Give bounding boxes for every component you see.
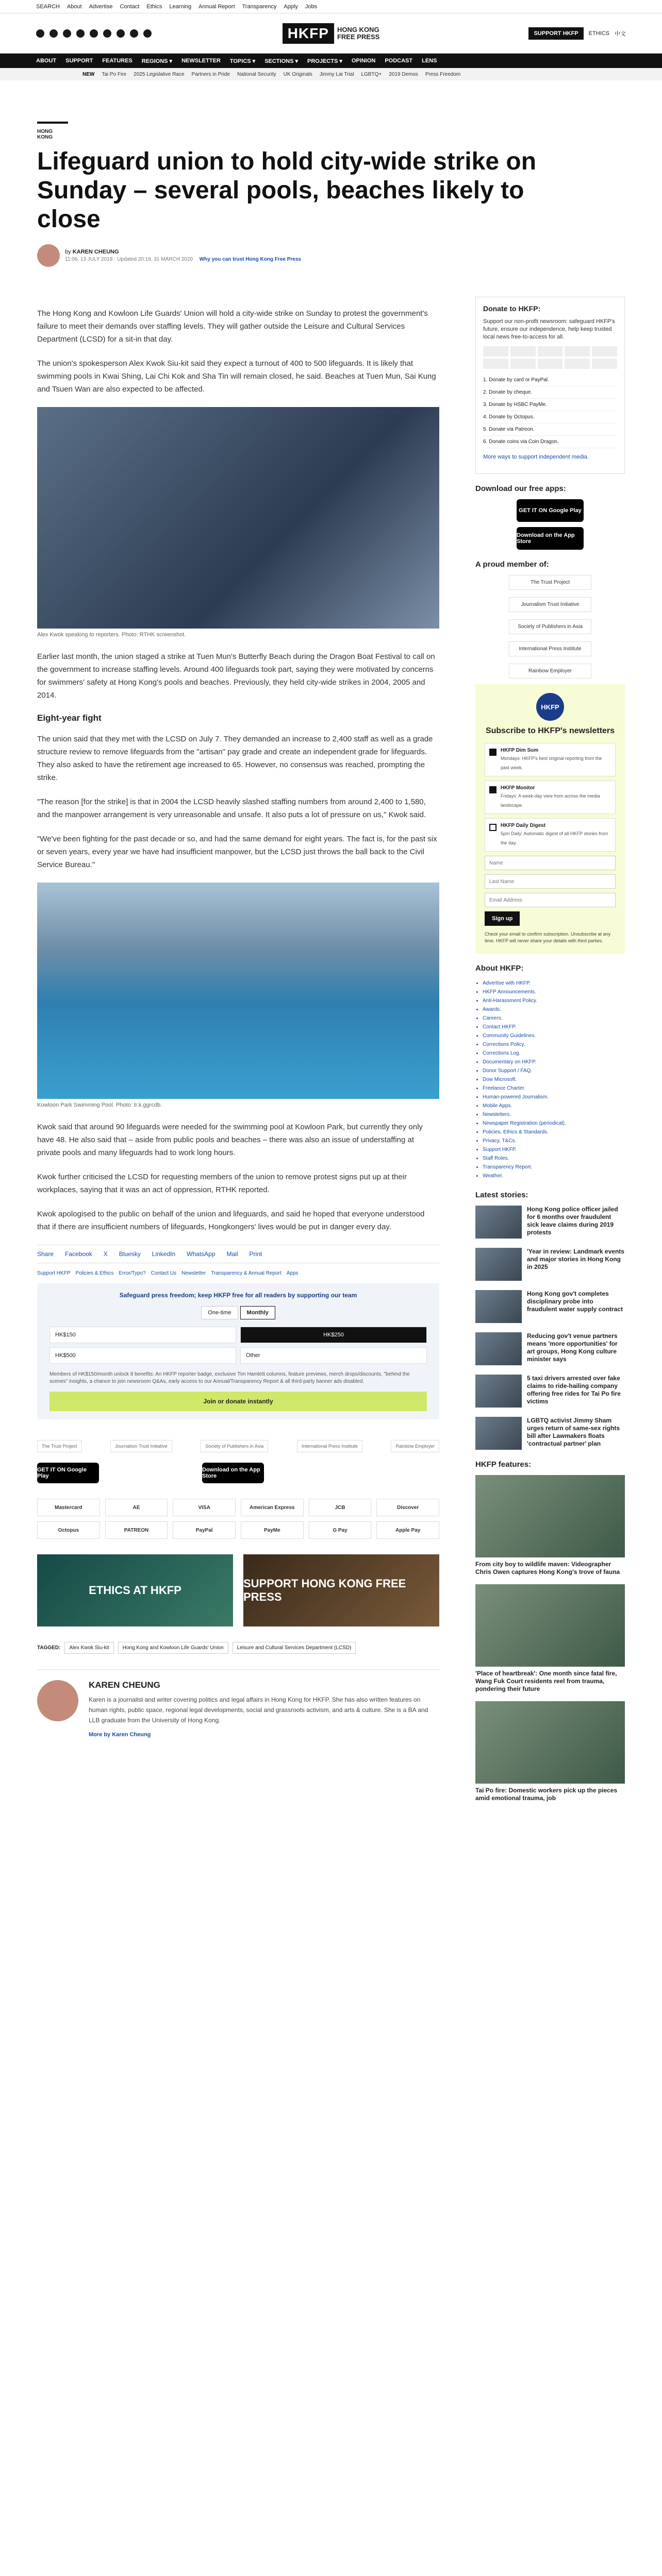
telegram-icon[interactable] bbox=[117, 29, 125, 38]
story-thumb[interactable] bbox=[475, 1332, 522, 1365]
policy-links bbox=[37, 1270, 439, 1276]
topbar-link[interactable]: Learning bbox=[169, 3, 192, 10]
newsletter-widget bbox=[475, 684, 625, 954]
checkbox[interactable] bbox=[489, 824, 496, 831]
member-title: A proud member of: bbox=[475, 560, 549, 569]
story-thumb[interactable] bbox=[475, 1417, 522, 1450]
topbar bbox=[0, 0, 662, 13]
about-link[interactable]: • Newspaper Registration (periodical). bbox=[483, 1119, 625, 1128]
gpay-icon[interactable]: G Pay bbox=[309, 1521, 372, 1539]
author-box-name[interactable]: KAREN CHEUNG bbox=[89, 1680, 160, 1690]
paragraph: Kwok apologised to the public on behalf of the union and lifeguards, and said he hoped that everyone understood that if there are insufficient numbers of lifeguards, Hongkongers' lives would be put in danger every day. bbox=[37, 1210, 425, 1231]
donate-method[interactable]: 4. Donate by Octopus. bbox=[483, 411, 617, 423]
content-wrap bbox=[37, 122, 625, 1802]
nav-item[interactable]: PROJECTS ▾ bbox=[307, 58, 342, 64]
paragraph: "We've been fighting for the past decade or so, and had the same demand for eight years. The fact is, for the past six or seven years, every year we have had insufficient manpower, but the LCSD just throws the ball back to the Civil Service Bureau." bbox=[37, 835, 437, 869]
member-logo[interactable]: Journalism Trust Initiative bbox=[509, 597, 591, 612]
article-body bbox=[37, 307, 439, 1739]
about-title: About HKFP: bbox=[475, 964, 524, 973]
about-link[interactable]: • Awards. bbox=[483, 1005, 625, 1014]
paypal-icon[interactable]: PayPal bbox=[173, 1521, 236, 1539]
jcb-icon bbox=[565, 346, 590, 357]
checkbox-checked[interactable] bbox=[489, 786, 496, 793]
features-title: HKFP features: bbox=[475, 1460, 532, 1469]
member-logo[interactable]: Journalism Trust Initiative bbox=[110, 1440, 172, 1452]
ethics-promo[interactable]: ETHICS AT HKFP bbox=[37, 1554, 233, 1626]
about-link[interactable]: • Donor Support / FAQ. bbox=[483, 1066, 625, 1075]
amount-option[interactable]: HK$500 bbox=[49, 1347, 236, 1364]
nav-item[interactable]: TOPICS ▾ bbox=[229, 58, 256, 64]
paragraph: The union's spokesperson Alex Kwok Siu-kit said they expect a turnout of 400 to 500 lifeguards. It is likely that swimming pools in Kwai Shing, Lai Chi Kok and Sha Tin will remain closed, he said. Beaches at Tuen Mun, Sai Kung and Tsuen Wan are also expected to be affected. bbox=[37, 359, 436, 394]
paypal-icon bbox=[592, 346, 617, 357]
author-photo[interactable] bbox=[37, 1680, 78, 1721]
story-item[interactable] bbox=[475, 1206, 625, 1239]
tag[interactable]: Leisure and Cultural Services Department (LCSD) bbox=[233, 1642, 356, 1654]
section-label[interactable]: HONG KONG bbox=[37, 122, 68, 140]
about-list bbox=[475, 979, 625, 1180]
ethics-link[interactable]: ETHICS bbox=[588, 30, 609, 37]
share-facebook[interactable]: Facebook bbox=[65, 1250, 92, 1258]
trending-item[interactable]: LGBTQ+ bbox=[361, 71, 382, 77]
member-logo[interactable]: Rainbow Employer bbox=[391, 1440, 439, 1452]
sidebar bbox=[475, 297, 625, 1810]
option-desc: Mondays: HKFP's best original reporting from the past week. bbox=[501, 756, 602, 770]
paragraph: Kwok said that around 90 lifeguards were needed for the swimming pool at Kowloon Park, but currently they only have 48. He also said that – aside from public pools and beaches – there was also an issue of understaffing at private pools and many lifeguards had to work long hours. bbox=[37, 1123, 423, 1157]
patreon-icon[interactable]: PATREON bbox=[105, 1521, 168, 1539]
signup-button[interactable]: Sign up bbox=[485, 911, 520, 926]
pool-photo bbox=[37, 883, 439, 1099]
about-link[interactable]: • Advertise with HKFP. bbox=[483, 979, 625, 988]
donate-note: Members of HK$150/month unlock 8 benefits: An HKFP reporter badge, exclusive Tim Hamlett columns, feature previews, merch drops/discounts, "behind the scenes" insights, a chance to join newsroom Q&As, early access to our Annual/Transparency Report & all third-party banner ads disabled. bbox=[49, 1371, 410, 1384]
about-link[interactable]: • Policies, Ethics & Standards. bbox=[483, 1128, 625, 1137]
feature-title[interactable]: From city boy to wildlife maven: Videographer Chris Owen captures Hong Kong's trove of fauna bbox=[475, 1561, 620, 1575]
chinese-link[interactable]: 中文 bbox=[615, 30, 626, 37]
feature-title[interactable]: Tai Po fire: Domestic workers pick up the pieces amid emotional trauma, job bbox=[475, 1787, 618, 1802]
linkedin-icon[interactable] bbox=[103, 29, 111, 38]
about-link[interactable]: • Weather. bbox=[483, 1172, 625, 1180]
story-item[interactable] bbox=[475, 1290, 625, 1323]
applepay-icon[interactable]: Apple Pay bbox=[376, 1521, 439, 1539]
google-play-button[interactable]: GET IT ON Google Play bbox=[517, 499, 584, 522]
story-title[interactable]: Hong Kong gov't completes disciplinary probe into fraudulent water supply contract bbox=[527, 1290, 623, 1313]
about-link[interactable]: • HKFP Announcements. bbox=[483, 988, 625, 996]
nav-item[interactable]: PODCAST bbox=[385, 58, 413, 64]
paragraph: The union said that they met with the LCSD on July 7. They demanded an increase to 2,400 staff as well as a grade structure review to remove lifeguards from the "artisan" pay grade and create an independent grade for lifeguards. They also asked to have the retirement age increased to 65. However, no consensus was reached, prompting the strike. bbox=[37, 735, 433, 782]
newsletter-option[interactable] bbox=[485, 818, 616, 852]
payme-icon[interactable]: PayMe bbox=[241, 1521, 304, 1539]
about-link[interactable]: • Mobile Apps. bbox=[483, 1101, 625, 1110]
member-logos bbox=[475, 575, 625, 679]
last-name-field[interactable] bbox=[485, 874, 616, 889]
about-link[interactable]: • Careers. bbox=[483, 1014, 625, 1023]
trending-item[interactable]: Press Freedom bbox=[425, 71, 461, 77]
octopus-icon bbox=[483, 359, 508, 369]
tag[interactable]: Alex Kwok Siu-kit bbox=[64, 1642, 113, 1654]
topbar-link[interactable]: Ethics bbox=[146, 3, 162, 10]
share-bar bbox=[37, 1245, 439, 1263]
article-photo bbox=[37, 407, 439, 629]
email-field[interactable] bbox=[485, 893, 616, 907]
features-list bbox=[475, 1475, 625, 1802]
newsletter-title: Subscribe to HKFP's newsletters bbox=[485, 726, 615, 735]
share-mail[interactable]: Mail bbox=[226, 1250, 238, 1258]
about-link[interactable]: • Documentary on HKFP. bbox=[483, 1058, 625, 1066]
trending-item[interactable]: UK Originals bbox=[283, 71, 312, 77]
trending-item[interactable]: 2019 Demos bbox=[389, 71, 418, 77]
policy-link[interactable]: Error/Typo? bbox=[119, 1270, 146, 1276]
footer-member-logos bbox=[37, 1440, 439, 1452]
join-donate-button[interactable]: Join or donate instantly bbox=[49, 1392, 427, 1411]
option-title: HKFP Daily Digest bbox=[501, 823, 546, 828]
story-title[interactable]: 'Year in review: Landmark events and major stories in Hong Kong in 2025 bbox=[527, 1248, 624, 1270]
newsletter-logo: HKFP bbox=[536, 693, 564, 721]
bluesky-icon[interactable] bbox=[130, 29, 138, 38]
donate-method[interactable]: 3. Donate by HSBC PayMe. bbox=[483, 399, 617, 411]
trust-link[interactable]: Why you can trust Hong Kong Free Press bbox=[199, 257, 301, 262]
about-widget bbox=[475, 964, 625, 1180]
support-button[interactable]: SUPPORT HKFP bbox=[528, 27, 583, 40]
topbar-link[interactable]: Transparency bbox=[242, 3, 277, 10]
payment-methods bbox=[37, 1499, 439, 1539]
donate-method[interactable]: 5. Donate via Patreon. bbox=[483, 423, 617, 436]
story-thumb[interactable] bbox=[475, 1375, 522, 1408]
nav-item[interactable]: REGIONS ▾ bbox=[141, 58, 173, 64]
american-express-icon[interactable]: American Express bbox=[241, 1499, 304, 1516]
article-title: Lifeguard union to hold city-wide strike on Sunday – several pools, beaches likely to close bbox=[37, 148, 537, 233]
photo-caption: Alex Kwok speaking to reporters. Photo: RTHK screenshot. bbox=[37, 632, 186, 638]
trending-item[interactable]: Jimmy Lai Trial bbox=[319, 71, 354, 77]
gpay-icon bbox=[538, 359, 563, 369]
logo-box: HKFP bbox=[283, 23, 334, 44]
patreon-icon bbox=[592, 359, 617, 369]
member-logo[interactable]: International Press Institute bbox=[297, 1440, 362, 1452]
search-link[interactable]: SEARCH bbox=[36, 3, 60, 10]
author-name[interactable]: KAREN CHEUNG bbox=[72, 249, 119, 255]
option-desc: 5pm Daily: Automatic digest of all HKFP stories from the day. bbox=[501, 831, 608, 845]
policy-link[interactable]: Support HKFP bbox=[37, 1270, 71, 1276]
about-link[interactable]: • Transparency Report. bbox=[483, 1163, 625, 1172]
member-logo[interactable]: Society of Publishers in Asia bbox=[201, 1440, 268, 1452]
option-title: HKFP Dim Sum bbox=[501, 748, 539, 753]
x-icon[interactable] bbox=[49, 29, 58, 38]
policy-link[interactable]: Newsletter bbox=[181, 1270, 206, 1276]
about-link[interactable]: • Corrections Log. bbox=[483, 1049, 625, 1058]
policy-link[interactable]: Transparency & Annual Report bbox=[211, 1270, 282, 1276]
share-linkedin[interactable]: LinkedIn bbox=[152, 1250, 176, 1258]
logo-line2: FREE PRESS bbox=[337, 32, 380, 41]
threads-icon[interactable] bbox=[76, 29, 85, 38]
tags-label: TAGGED: bbox=[37, 1645, 61, 1651]
share-x[interactable]: X bbox=[103, 1250, 108, 1258]
apps-title: Download our free apps: bbox=[475, 484, 566, 493]
payme-icon bbox=[510, 359, 536, 369]
app-buttons bbox=[37, 1463, 439, 1483]
share-print[interactable]: Print bbox=[249, 1250, 262, 1258]
story-item[interactable] bbox=[475, 1248, 625, 1281]
nav-item[interactable]: OPINION bbox=[351, 58, 376, 64]
feature-image[interactable] bbox=[475, 1475, 625, 1557]
app-store-button[interactable]: Download on the App Store bbox=[517, 527, 584, 550]
amount-option[interactable]: Other bbox=[240, 1347, 427, 1364]
visa-icon[interactable]: VISA bbox=[173, 1499, 236, 1516]
topbar-link[interactable]: Contact bbox=[120, 3, 140, 10]
youtube-icon[interactable] bbox=[90, 29, 98, 38]
newsletter-fineprint: Check your email to confirm subscription. Unsubscribe at any time. HKFP will never share your details with third parties. bbox=[485, 931, 611, 943]
story-title[interactable]: 5 taxi drivers arrested over fake claims to ride-hailing company offering free rides for Tai Po fire victims bbox=[527, 1375, 621, 1405]
amex-icon[interactable]: AE bbox=[105, 1499, 168, 1516]
nav-item[interactable]: NEWSLETTER bbox=[181, 58, 221, 64]
story-thumb[interactable] bbox=[475, 1290, 522, 1323]
header-actions bbox=[409, 27, 626, 40]
byline bbox=[37, 244, 625, 267]
donate-title: Safeguard press freedom; keep HKFP free for all readers by supporting our team bbox=[119, 1292, 357, 1299]
tab-one-time[interactable]: One-time bbox=[201, 1306, 238, 1319]
octopus-icon[interactable]: Octopus bbox=[37, 1521, 100, 1539]
discover-icon[interactable]: Discover bbox=[376, 1499, 439, 1516]
checkbox-checked[interactable] bbox=[489, 749, 496, 756]
member-logo[interactable]: The Trust Project bbox=[509, 575, 591, 590]
rss-icon[interactable] bbox=[143, 29, 152, 38]
feature-title[interactable]: 'Place of heartbreak': One month since fatal fire, Wang Fuk Court residents reel from trauma, pondering their future bbox=[475, 1670, 617, 1692]
visa-icon bbox=[510, 346, 536, 357]
latest-stories bbox=[475, 1206, 625, 1450]
share-bluesky[interactable]: Bluesky bbox=[119, 1250, 141, 1258]
story-thumb[interactable] bbox=[475, 1248, 522, 1281]
feature-image[interactable] bbox=[475, 1701, 625, 1784]
subheading: Eight-year fight bbox=[37, 713, 102, 723]
policy-link[interactable]: Policies & Ethics bbox=[75, 1270, 114, 1276]
feature-image[interactable] bbox=[475, 1584, 625, 1667]
about-link[interactable]: • Privacy, T&Cs. bbox=[483, 1137, 625, 1145]
tags bbox=[37, 1642, 439, 1654]
mastercard-icon bbox=[483, 346, 508, 357]
member-logo[interactable]: International Press Institute bbox=[509, 641, 591, 656]
amount-option-selected[interactable]: HK$250 bbox=[240, 1327, 427, 1343]
paragraph: Earlier last month, the union staged a strike at Tuen Mun's Butterfly Beach during the Dragon Boat Festival to call on the government to increase staffing levels. Around 400 lifeguards took part, saying they were motivated by concerns for swimmers' safety at Hong Kong's pools and beaches. Previously, they held city-wide strikes in 2004, 2005 and 2014. bbox=[37, 652, 435, 700]
member-logo[interactable]: Society of Publishers in Asia bbox=[509, 619, 591, 634]
about-link[interactable]: • Contact HKFP. bbox=[483, 1023, 625, 1031]
facebook-icon[interactable] bbox=[36, 29, 44, 38]
site-header bbox=[0, 13, 662, 54]
topbar-link[interactable]: About bbox=[67, 3, 82, 10]
more-ways-link[interactable]: More ways to support independent media. bbox=[483, 454, 589, 460]
photo-caption: Kowloon Park Swimming Pool. Photo: tr.k.ggrcdb. bbox=[37, 1102, 162, 1108]
article-dates: 11:06, 13 JULY 2018 · Updated 20:19, 31 MARCH 2020 bbox=[65, 257, 193, 262]
nav-item[interactable]: SUPPORT bbox=[65, 58, 93, 64]
about-link[interactable]: • Dow Microsoft. bbox=[483, 1075, 625, 1084]
trending-bar bbox=[0, 68, 662, 80]
story-item[interactable] bbox=[475, 1417, 625, 1450]
nav-item[interactable]: SECTIONS ▾ bbox=[264, 58, 298, 64]
donate-box bbox=[37, 1283, 439, 1419]
story-thumb[interactable] bbox=[475, 1206, 522, 1239]
about-link[interactable]: • Human-powered Journalism. bbox=[483, 1093, 625, 1101]
topbar-link[interactable]: Annual Report bbox=[198, 3, 235, 10]
about-link[interactable]: • Anti-Harassment Policy. bbox=[483, 996, 625, 1005]
story-item[interactable] bbox=[475, 1375, 625, 1408]
story-title[interactable]: Reducing gov't venue partners means 'more opportunities' for art groups, Hong Kong culture minister says bbox=[527, 1332, 618, 1363]
support-promo[interactable]: SUPPORT HONG KONG FREE PRESS bbox=[243, 1554, 439, 1626]
instagram-icon[interactable] bbox=[63, 29, 71, 38]
nav-item[interactable]: ABOUT bbox=[36, 58, 57, 64]
donate-widget bbox=[475, 297, 625, 474]
about-link[interactable]: • Freelance Charter. bbox=[483, 1084, 625, 1093]
option-title: HKFP Monitor bbox=[501, 785, 535, 791]
app-store-button[interactable]: Download on the App Store bbox=[202, 1463, 264, 1483]
author-bio: Karen is a journalist and writer covering politics and legal affairs in Hong Kong for HKFP. She has also written features on human rights, public space, regional legal developments, social and grassroots activism, and arts & culture. She is a BA and LLB graduate from the University of Hong Kong. bbox=[89, 1696, 428, 1724]
about-link[interactable]: • Support HKFP. bbox=[483, 1145, 625, 1154]
author-box bbox=[37, 1669, 439, 1739]
donate-widget-text: Support our non-profit newsroom: safeguard HKFP's future, ensure our independence, help keep trusted local news free-to-access for all. bbox=[483, 318, 615, 340]
byline-prefix: by bbox=[65, 249, 71, 255]
member-logo[interactable]: The Trust Project bbox=[37, 1440, 82, 1452]
tag[interactable]: Hong Kong and Kowloon Life Guards' Union bbox=[118, 1642, 228, 1654]
member-logo[interactable]: Rainbow Employer bbox=[509, 664, 591, 679]
about-link[interactable]: • Corrections Policy. bbox=[483, 1040, 625, 1049]
topbar-link[interactable]: Advertise bbox=[89, 3, 113, 10]
nav-item[interactable]: FEATURES bbox=[102, 58, 133, 64]
policy-link[interactable]: Apps bbox=[286, 1270, 299, 1276]
paragraph: The Hong Kong and Kowloon Life Guards' Union will hold a city-wide strike on Sunday to protest the government's failure to meet their demands over staffing levels. They will gather outside the Leisure and Cultural Services Department (LCSD) for a sit-in that day. bbox=[37, 309, 428, 344]
donate-methods bbox=[483, 374, 617, 448]
latest-title: Latest stories: bbox=[475, 1191, 528, 1199]
donate-method[interactable]: 1. Donate by card or PayPal. bbox=[483, 374, 617, 386]
donate-method[interactable]: 2. Donate by cheque. bbox=[483, 386, 617, 399]
trending-item[interactable]: Tai Po Fire bbox=[102, 71, 127, 77]
topbar-link[interactable]: Jobs bbox=[305, 3, 318, 10]
story-title[interactable]: LGBTQ activist Jimmy Sham urges return of same-sex rights bill after Lawmakers floats 'contractual partner' plan bbox=[527, 1417, 620, 1447]
paragraph: Kwok further criticised the LCSD for requesting members of the union to remove protest signs put up at their workplaces, saying that it was an act of oppression, RTHK reported. bbox=[37, 1173, 407, 1194]
story-item[interactable] bbox=[475, 1332, 625, 1365]
option-desc: Fridays: A week-day view from across the media landscape. bbox=[501, 793, 600, 808]
more-by-author-link[interactable]: More by Karen Cheung bbox=[89, 1732, 151, 1738]
mastercard-icon[interactable]: Mastercard bbox=[37, 1499, 100, 1516]
jcb-icon[interactable]: JCB bbox=[309, 1499, 372, 1516]
google-play-button[interactable]: GET IT ON Google Play bbox=[37, 1463, 99, 1483]
site-logo[interactable] bbox=[283, 23, 380, 44]
donate-method[interactable]: 6. Donate coins via Coin Dragon. bbox=[483, 436, 617, 448]
trending-item[interactable]: 2025 Legislative Race bbox=[134, 71, 185, 77]
payment-icons bbox=[483, 346, 617, 369]
sidebar-apps bbox=[475, 499, 625, 550]
story-title[interactable]: Hong Kong police officer jailed for 6 months over fraudulent sick leave claims during 2019 protests bbox=[527, 1206, 618, 1236]
policy-link[interactable]: Contact Us bbox=[151, 1270, 177, 1276]
main-nav bbox=[0, 54, 662, 68]
share-label: Share bbox=[37, 1250, 54, 1258]
about-link[interactable]: • Community Guidelines. bbox=[483, 1031, 625, 1040]
nav-item[interactable]: LENS bbox=[422, 58, 437, 64]
trending-item[interactable]: National Security bbox=[237, 71, 276, 77]
trending-label: NEW bbox=[82, 71, 95, 77]
topbar-link[interactable]: Apply bbox=[284, 3, 298, 10]
logo-line1: HONG KONG bbox=[337, 25, 379, 33]
amex-icon bbox=[538, 346, 563, 357]
about-link[interactable]: • Staff Roles. bbox=[483, 1154, 625, 1163]
name-field[interactable] bbox=[485, 856, 616, 870]
author-avatar[interactable] bbox=[37, 244, 60, 267]
donate-widget-title: Donate to HKFP: bbox=[483, 304, 541, 313]
social-icons bbox=[36, 29, 253, 38]
tab-monthly[interactable]: Monthly bbox=[240, 1306, 275, 1319]
about-link[interactable]: • Newsletters. bbox=[483, 1110, 625, 1119]
paragraph: "The reason [for the strike] is that in 2004 the LCSD heavily slashed staffing numbers from around 2,400 to 1,580, and the manpower arrangement is very unreasonable and unsafe. It also puts a lot of pressure on us," Kwok said. bbox=[37, 798, 426, 819]
trending-item[interactable]: Partners in Pride bbox=[191, 71, 230, 77]
donate-tabs bbox=[49, 1306, 427, 1319]
applepay-icon bbox=[565, 359, 590, 369]
newsletter-option[interactable] bbox=[485, 781, 616, 814]
newsletter-option[interactable] bbox=[485, 743, 616, 776]
promo-videos bbox=[37, 1554, 439, 1626]
share-whatsapp[interactable]: WhatsApp bbox=[187, 1250, 216, 1258]
amount-options bbox=[49, 1327, 427, 1364]
amount-option[interactable]: HK$150 bbox=[49, 1327, 236, 1343]
logo-text bbox=[337, 26, 379, 41]
